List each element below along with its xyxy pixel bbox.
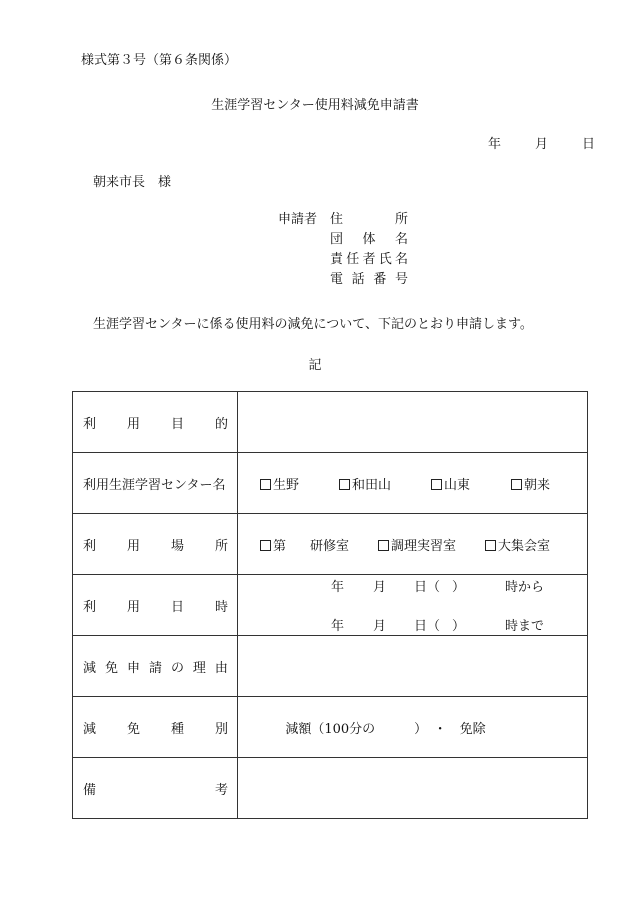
label-char: 理	[192, 660, 206, 676]
label-char: 用	[126, 538, 140, 554]
label-char: 目	[170, 416, 184, 432]
row-type	[73, 697, 588, 758]
label-char: 日	[170, 599, 184, 615]
center-label: 利用生涯学習センター名	[73, 453, 238, 514]
type-label	[73, 697, 238, 758]
row-remarks	[73, 758, 588, 819]
center-option-wadayama[interactable]: 和田山	[339, 474, 431, 493]
center-option-ikuno[interactable]: 生野	[260, 474, 339, 493]
label-char: 利	[83, 538, 97, 554]
checkbox-icon[interactable]	[378, 540, 389, 551]
place-options	[238, 535, 587, 554]
reason-label	[73, 636, 238, 697]
checkbox-icon[interactable]	[485, 540, 496, 551]
field-char: 名	[394, 252, 408, 267]
label-char: 別	[214, 721, 228, 737]
field-char: 者	[362, 252, 376, 267]
checkbox-icon[interactable]	[511, 479, 522, 490]
field-char: 話	[351, 272, 365, 287]
place-option-hall[interactable]: 大集会室	[485, 535, 550, 554]
label-char: 由	[214, 660, 228, 676]
field-char: 所	[394, 212, 408, 227]
checkbox-icon[interactable]	[431, 479, 442, 490]
date-line	[488, 133, 595, 152]
applicant-field-phone	[330, 270, 408, 290]
field-char: 住	[330, 212, 344, 227]
label-char: 利	[83, 416, 97, 432]
date-day-label: 日	[582, 137, 596, 152]
date-year-label: 年	[488, 137, 502, 152]
applicant-block	[278, 210, 418, 290]
field-char: 体	[362, 232, 376, 247]
purpose-label	[73, 392, 238, 453]
checkbox-icon[interactable]	[260, 479, 271, 490]
datetime-from-line: 年 月 日（ ） 時から	[331, 579, 545, 595]
center-options	[238, 474, 587, 493]
label-char: 用	[126, 416, 140, 432]
field-char: 名	[394, 232, 408, 247]
field-char: 氏	[378, 252, 392, 267]
label-char: 場	[170, 538, 184, 554]
label-char: 請	[148, 660, 162, 676]
addressee: 朝来市長 様	[93, 175, 172, 190]
type-value-cell[interactable]: 減額（100分の ） ・ 免除	[238, 697, 588, 758]
center-options-cell	[238, 453, 588, 514]
applicant-fields	[330, 210, 408, 290]
label-char: 免	[104, 660, 118, 676]
date-month-label: 月	[535, 137, 549, 152]
label-char: 備	[83, 782, 97, 798]
label-char: 所	[214, 538, 228, 554]
label-char: 用	[126, 599, 140, 615]
field-char: 責	[330, 252, 344, 267]
ki-heading: 記	[308, 358, 322, 373]
field-char: 番	[373, 272, 387, 287]
applicant-role-label: 申請者	[278, 212, 318, 227]
applicant-field-group-name	[330, 230, 408, 250]
datetime-label	[73, 575, 238, 636]
checkbox-icon[interactable]	[339, 479, 350, 490]
field-char: 電	[330, 272, 344, 287]
applicant-field-representative	[330, 250, 408, 270]
label-char: 申	[126, 660, 140, 676]
label-char: 考	[214, 782, 228, 798]
label-char: 種	[170, 721, 184, 737]
label-char: 減	[83, 660, 97, 676]
reason-value-cell[interactable]	[238, 636, 588, 697]
statement-text: 生涯学習センターに係る使用料の減免について、下記のとおり申請します。	[93, 317, 533, 332]
remarks-label	[73, 758, 238, 819]
field-char: 任	[346, 252, 360, 267]
place-option-cooking-room[interactable]: 調理実習室	[378, 535, 485, 554]
row-datetime	[73, 575, 588, 636]
checkbox-icon[interactable]	[260, 540, 271, 551]
datetime-to-line: 年 月 日（ ） 時まで	[331, 618, 545, 634]
form-number: 様式第３号（第６条関係）	[81, 53, 238, 68]
center-option-asago[interactable]: 朝来	[511, 474, 550, 493]
remarks-value-cell[interactable]	[238, 758, 588, 819]
field-char: 号	[394, 272, 408, 287]
place-option-training-room[interactable]: 第 研修室	[260, 535, 378, 554]
row-reason	[73, 636, 588, 697]
label-char: 利	[83, 599, 97, 615]
label-char: 的	[214, 416, 228, 432]
row-purpose	[73, 392, 588, 453]
label-char: の	[170, 660, 184, 676]
applicant-field-address	[330, 210, 408, 230]
label-char: 減	[83, 721, 97, 737]
label-char: 時	[214, 599, 228, 615]
center-option-santo[interactable]: 山東	[431, 474, 511, 493]
application-table	[72, 391, 588, 819]
place-label	[73, 514, 238, 575]
place-options-cell	[238, 514, 588, 575]
row-place	[73, 514, 588, 575]
field-char: 団	[330, 232, 344, 247]
datetime-cell[interactable]	[238, 575, 588, 636]
purpose-value-cell[interactable]	[238, 392, 588, 453]
form-title: 生涯学習センター使用料減免申請書	[211, 98, 419, 113]
label-char: 免	[126, 721, 140, 737]
row-center	[73, 453, 588, 514]
